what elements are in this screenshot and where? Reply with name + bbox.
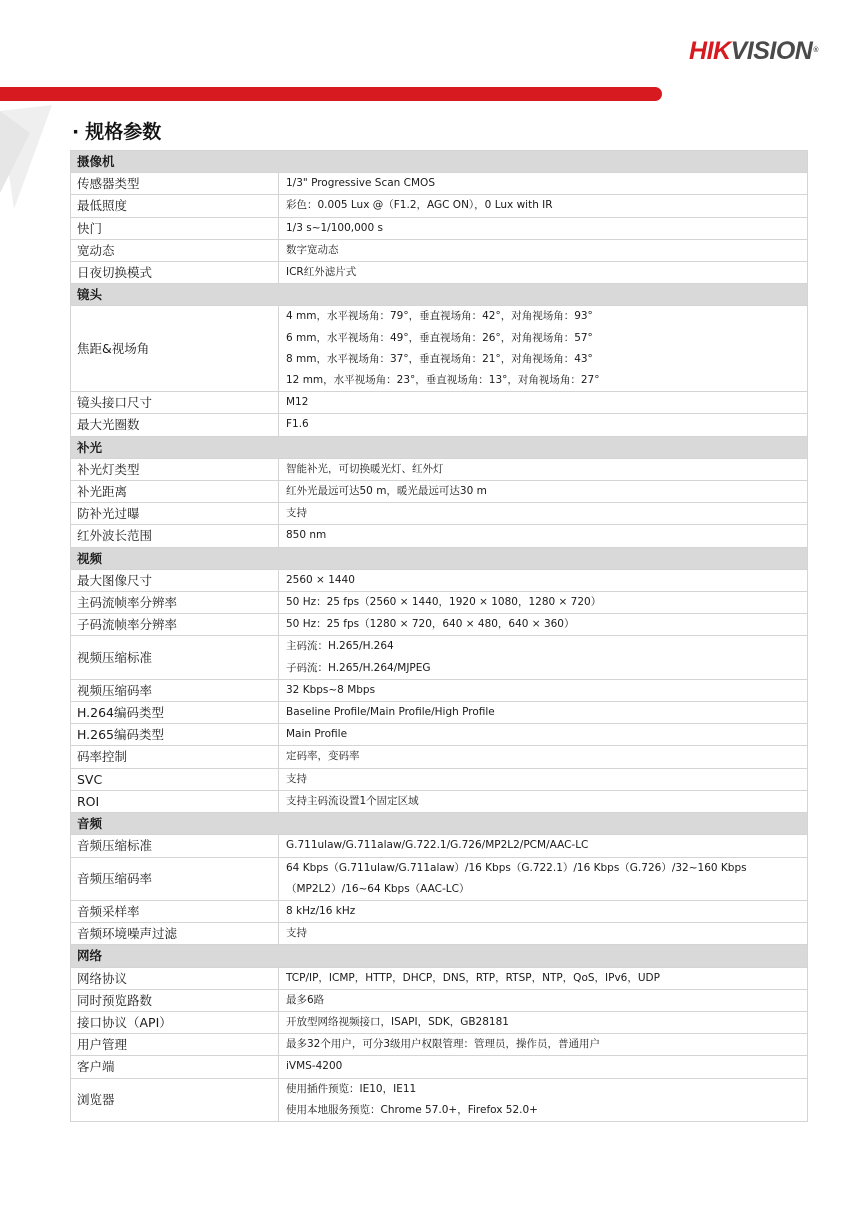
- spec-label: 视频压缩标准: [71, 636, 279, 679]
- category-heading: 网络: [71, 945, 808, 967]
- spec-row: [71, 173, 808, 195]
- spec-value-cell: [279, 679, 808, 701]
- spec-label: 日夜切换模式: [71, 262, 279, 284]
- spec-value-cell: [279, 923, 808, 945]
- spec-value-line: Baseline Profile/Main Profile/High Profile: [286, 706, 495, 719]
- spec-value-line: 彩色：0.005 Lux @（F1.2，AGC ON），0 Lux with IR: [286, 199, 553, 212]
- spec-value-cell: [279, 392, 808, 414]
- spec-label: 防补光过曝: [71, 503, 279, 525]
- section-title-text: 规格参数: [85, 121, 162, 143]
- spec-row: [71, 724, 808, 746]
- spec-value-cell: [279, 900, 808, 922]
- spec-value-line: 32 Kbps~8 Mbps: [286, 683, 376, 696]
- spec-row: [71, 636, 808, 679]
- spec-label: 同时预览路数: [71, 989, 279, 1011]
- spec-value-cell: [279, 768, 808, 790]
- category-row: [71, 813, 808, 835]
- brand-logo-gray: VISION: [730, 37, 813, 65]
- spec-value-line: M12: [286, 396, 309, 409]
- category-row: [71, 436, 808, 458]
- spec-value-line: 850 nm: [286, 529, 327, 542]
- spec-value-cell: [279, 569, 808, 591]
- spec-label: 浏览器: [71, 1078, 279, 1121]
- spec-label: 最低照度: [71, 195, 279, 217]
- spec-value-cell: [279, 724, 808, 746]
- category-heading: 音频: [71, 813, 808, 835]
- spec-label: 镜头接口尺寸: [71, 392, 279, 414]
- spec-row: [71, 262, 808, 284]
- spec-value-cell: [279, 614, 808, 636]
- spec-value-line: 子码流：H.265/H.264/MJPEG: [286, 661, 431, 674]
- spec-row: [71, 217, 808, 239]
- category-row: [71, 945, 808, 967]
- spec-row: [71, 768, 808, 790]
- spec-table: [70, 150, 808, 1122]
- spec-row: [71, 614, 808, 636]
- spec-value-cell: [279, 857, 808, 900]
- spec-label: 子码流帧率分辨率: [71, 614, 279, 636]
- spec-value-line: 50 Hz：25 fps（2560 × 1440，1920 × 1080，1280 × 720）: [286, 596, 602, 609]
- spec-row: [71, 392, 808, 414]
- spec-value-line: 最多32个用户，可分3级用户权限管理：管理员，操作员，普通用户: [286, 1038, 601, 1051]
- spec-value-cell: [279, 262, 808, 284]
- spec-label: SVC: [71, 768, 279, 790]
- spec-value-line: 64 Kbps（G.711ulaw/G.711alaw）/16 Kbps（G.722.1）/16 Kbps（G.726）/32~160 Kbps: [286, 861, 747, 874]
- spec-row: [71, 306, 808, 392]
- spec-label: ROI: [71, 790, 279, 812]
- spec-value-cell: [279, 481, 808, 503]
- spec-value-line: 支持主码流设置1个固定区域: [286, 794, 419, 807]
- category-heading: 摄像机: [71, 151, 808, 173]
- spec-row: [71, 923, 808, 945]
- spec-label: 音频压缩标准: [71, 835, 279, 857]
- spec-row: [71, 900, 808, 922]
- spec-value-line: 2560 × 1440: [286, 573, 355, 586]
- spec-label: 补光距离: [71, 481, 279, 503]
- spec-row: [71, 702, 808, 724]
- spec-row: [71, 790, 808, 812]
- spec-value-cell: [279, 173, 808, 195]
- spec-value-line: Main Profile: [286, 728, 348, 741]
- spec-row: [71, 414, 808, 436]
- spec-row: [71, 835, 808, 857]
- spec-value-line: TCP/IP，ICMP，HTTP，DHCP，DNS，RTP，RTSP，NTP，QoS，IPv6，UDP: [286, 971, 660, 984]
- spec-value-cell: [279, 1011, 808, 1033]
- spec-value-line: ICR红外滤片式: [286, 266, 357, 279]
- spec-label: H.265编码类型: [71, 724, 279, 746]
- spec-value-line: 8 kHz/16 kHz: [286, 904, 356, 917]
- spec-label: 音频采样率: [71, 900, 279, 922]
- spec-value-line: 1/3" Progressive Scan CMOS: [286, 177, 435, 190]
- section-bullet: ·: [72, 121, 80, 143]
- spec-value-cell: [279, 636, 808, 679]
- spec-row: [71, 857, 808, 900]
- spec-value-line: iVMS-4200: [286, 1060, 343, 1073]
- spec-row: [71, 1056, 808, 1078]
- spec-value-cell: [279, 306, 808, 392]
- spec-value-line: F1.6: [286, 418, 309, 431]
- spec-row: [71, 967, 808, 989]
- spec-value-cell: [279, 458, 808, 480]
- spec-value-cell: [279, 790, 808, 812]
- brand-logo-red: HIK: [689, 37, 731, 65]
- spec-value-cell: [279, 1056, 808, 1078]
- spec-row: [71, 1011, 808, 1033]
- spec-value-line: 使用本地服务预览：Chrome 57.0+，Firefox 52.0+: [286, 1103, 538, 1116]
- brand-logo-registered: ®: [813, 47, 818, 54]
- spec-value-line: 开放型网络视频接口，ISAPI，SDK，GB28181: [286, 1015, 509, 1028]
- spec-table-body: [71, 151, 808, 1122]
- spec-label: 传感器类型: [71, 173, 279, 195]
- spec-label: 补光灯类型: [71, 458, 279, 480]
- spec-value-cell: [279, 989, 808, 1011]
- spec-label: 音频压缩码率: [71, 857, 279, 900]
- spec-value-cell: [279, 746, 808, 768]
- spec-value-line: 红外光最远可达50 m，暖光最远可达30 m: [286, 485, 487, 498]
- spec-label: 红外波长范围: [71, 525, 279, 547]
- spec-value-cell: [279, 967, 808, 989]
- spec-row: [71, 1034, 808, 1056]
- spec-row: [71, 1078, 808, 1121]
- category-row: [71, 547, 808, 569]
- spec-label: 主码流帧率分辨率: [71, 592, 279, 614]
- spec-value-cell: [279, 414, 808, 436]
- spec-value-cell: [279, 702, 808, 724]
- spec-value-line: 4 mm，水平视场角：79°，垂直视场角：42°，对角视场角：93°: [286, 310, 593, 323]
- spec-value-line: 智能补光，可切换暖光灯、红外灯: [286, 462, 444, 475]
- spec-value-cell: [279, 217, 808, 239]
- spec-label: 用户管理: [71, 1034, 279, 1056]
- spec-label: 码率控制: [71, 746, 279, 768]
- spec-value-line: 主码流：H.265/H.264: [286, 640, 394, 653]
- spec-value-line: 最多6路: [286, 993, 325, 1006]
- spec-value-cell: [279, 835, 808, 857]
- spec-value-cell: [279, 525, 808, 547]
- spec-value-line: 8 mm，水平视场角：37°，垂直视场角：21°，对角视场角：43°: [286, 352, 593, 365]
- spec-value-cell: [279, 1078, 808, 1121]
- spec-value-line: 数字宽动态: [286, 243, 339, 256]
- spec-value-line: 定码率，变码率: [286, 750, 360, 763]
- spec-value-line: 12 mm，水平视场角：23°，垂直视场角：13°，对角视场角：27°: [286, 374, 600, 387]
- spec-value-line: 50 Hz：25 fps（1280 × 720，640 × 480，640 × 360）: [286, 618, 575, 631]
- spec-label: 最大图像尺寸: [71, 569, 279, 591]
- spec-label: 快门: [71, 217, 279, 239]
- spec-row: [71, 569, 808, 591]
- spec-label: 网络协议: [71, 967, 279, 989]
- spec-value-line: 支持: [286, 927, 307, 940]
- spec-row: [71, 239, 808, 261]
- category-heading: 视频: [71, 547, 808, 569]
- spec-label: 宽动态: [71, 239, 279, 261]
- brand-logo: [689, 36, 818, 66]
- category-heading: 镜头: [71, 284, 808, 306]
- spec-value-line: 支持: [286, 507, 307, 520]
- spec-row: [71, 481, 808, 503]
- spec-label: H.264编码类型: [71, 702, 279, 724]
- spec-row: [71, 592, 808, 614]
- spec-value-cell: [279, 195, 808, 217]
- spec-label: 视频压缩码率: [71, 679, 279, 701]
- spec-label: 最大光圈数: [71, 414, 279, 436]
- spec-label: 焦距&视场角: [71, 306, 279, 392]
- spec-value-line: G.711ulaw/G.711alaw/G.722.1/G.726/MP2L2/PCM/AAC-LC: [286, 839, 589, 852]
- spec-label: 客户端: [71, 1056, 279, 1078]
- spec-row: [71, 746, 808, 768]
- category-row: [71, 151, 808, 173]
- spec-row: [71, 679, 808, 701]
- spec-value-line: 6 mm，水平视场角：49°，垂直视场角：26°，对角视场角：57°: [286, 331, 593, 344]
- spec-value-line: 使用插件预览：IE10，IE11: [286, 1082, 417, 1095]
- spec-row: [71, 989, 808, 1011]
- category-row: [71, 284, 808, 306]
- header-red-bar: [0, 87, 662, 101]
- decorative-triangle-icon: [0, 103, 60, 213]
- spec-value-line: 1/3 s~1/100,000 s: [286, 221, 383, 234]
- spec-value-cell: [279, 239, 808, 261]
- spec-row: [71, 458, 808, 480]
- spec-label: 接口协议（API）: [71, 1011, 279, 1033]
- spec-value-line: 支持: [286, 772, 307, 785]
- spec-row: [71, 503, 808, 525]
- spec-value-cell: [279, 1034, 808, 1056]
- spec-value-line: （MP2L2）/16~64 Kbps（AAC-LC）: [286, 882, 470, 895]
- spec-row: [71, 195, 808, 217]
- section-title: [72, 118, 161, 146]
- spec-label: 音频环境噪声过滤: [71, 923, 279, 945]
- spec-value-cell: [279, 503, 808, 525]
- spec-value-cell: [279, 592, 808, 614]
- category-heading: 补光: [71, 436, 808, 458]
- spec-row: [71, 525, 808, 547]
